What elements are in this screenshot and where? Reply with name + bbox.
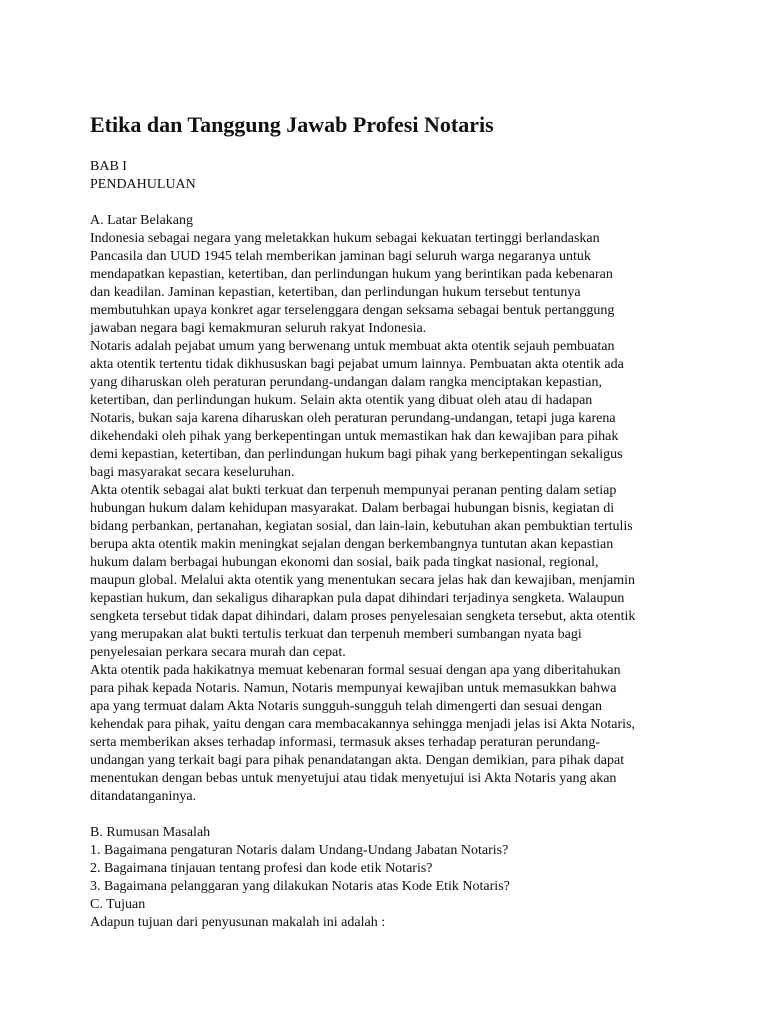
text-line: Notaris adalah pejabat umum yang berwenang untuk membuat akta otentik sejauh pembuatan	[90, 339, 615, 354]
text-line: hukum dalam berbagai hubungan ekonomi dan sosial, baik pada tingkat nasional, regional,	[90, 555, 599, 570]
text-line: demi kepastian, ketertiban, dan perlindungan hukum bagi pihak yang berkepentingan sekaligus	[90, 447, 623, 462]
section-heading-c: C. Tujuan	[90, 897, 146, 912]
text-line: Pancasila dan UUD 1945 telah memberikan jaminan bagi seluruh warga negaranya untuk	[90, 249, 591, 264]
chapter-number: BAB I	[90, 159, 127, 174]
text-line: apa yang termuat dalam Akta Notaris sungguh-sungguh telah dimengerti dan sesuai dengan	[90, 699, 603, 714]
text-line: bagi masyarakat secara keseluruhan.	[90, 465, 295, 480]
text-line: dan keadilan. Jaminan kepastian, ketertiban, dan perlindungan hukum tersebut tentunya	[90, 285, 581, 300]
text-line: kepastian hukum, dan sekaligus diharapkan pula dapat dihindari terjadinya sengketa. Walaupun	[90, 591, 625, 606]
chapter-title: PENDAHULUAN	[90, 177, 196, 192]
text-line: menentukan dengan bebas untuk menyetujui atau tidak menyetujui isi Akta Notaris yang akan	[90, 771, 617, 786]
text-line: Akta otentik pada hakikatnya memuat kebenaran formal sesuai dengan apa yang diberitahukan	[90, 663, 621, 678]
text-line: undangan yang terkait bagi para pihak penandatangan akta. Dengan demikian, para pihak dapat	[90, 753, 625, 768]
document-title: Etika dan Tanggung Jawab Profesi Notaris	[90, 112, 494, 137]
text-line: para pihak kepada Notaris. Namun, Notaris mempunyai kewajiban untuk memasukkan bahwa	[90, 681, 617, 696]
text-line: membutuhkan upaya konkret agar terselenggara dengan seksama sebagai bentuk pertanggung	[90, 303, 615, 318]
text-line: Indonesia sebagai negara yang meletakkan hukum sebagai kekuatan tertinggi berlandaskan	[90, 231, 600, 246]
section-heading-b: B. Rumusan Masalah	[90, 825, 211, 840]
text-line: yang diharuskan oleh peraturan perundang-undangan dalam rangka menciptakan kepastian,	[90, 375, 602, 390]
text-line: maupun global. Melalui akta otentik yang menentukan secara jelas hak dan kewajiban, menjamin	[90, 573, 636, 588]
spacer	[90, 194, 690, 212]
text-line: mendapatkan kepastian, ketertiban, dan perlindungan hukum yang berintikan pada kebenaran	[90, 267, 613, 282]
tujuan-intro: Adapun tujuan dari penyusunan makalah ini adalah :	[90, 915, 386, 930]
list-item: 1. Bagaimana pengaturan Notaris dalam Undang-Undang Jabatan Notaris?	[90, 843, 509, 858]
text-line: berupa akta otentik makin meningkat sejalan dengan berkembangnya tuntutan akan kepastian	[90, 537, 614, 552]
text-line: dikehendaki oleh pihak yang berkepentingan untuk memastikan hak dan kewajiban para pihak	[90, 429, 619, 444]
text-line: sengketa tersebut tidak dapat dihindari, dalam proses penyelesaian sengketa tersebut, akta otentik	[90, 609, 636, 624]
list-item: 2. Bagaimana tinjauan tentang profesi dan kode etik Notaris?	[90, 861, 433, 876]
paragraph-4	[90, 662, 690, 806]
text-line: akta otentik tertentu tidak dikhususkan bagi pejabat umum lainnya. Pembuatan akta otentik ada	[90, 357, 624, 372]
text-line: ditandatanganinya.	[90, 789, 197, 804]
spacer	[90, 806, 690, 824]
section-heading-a: A. Latar Belakang	[90, 213, 194, 228]
text-line: hubungan hukum dalam kehidupan masyarakat. Dalam berbagai hubungan bisnis, kegiatan di	[90, 501, 615, 516]
text-line: Notaris, bukan saja karena diharuskan oleh peraturan perundang-undangan, tetapi juga karena	[90, 411, 616, 426]
paragraph-3	[90, 482, 690, 662]
paragraph-2	[90, 338, 690, 482]
question-list	[90, 842, 690, 896]
text-line: jawaban negara bagi kemakmuran seluruh rakyat Indonesia.	[90, 321, 427, 336]
text-line: kehendak para pihak, yaitu dengan cara membacakannya sehingga menjadi jelas isi Akta Notaris,	[90, 717, 636, 732]
document-page	[90, 110, 690, 932]
text-line: penyelesaian perkara secara murah dan cepat.	[90, 645, 346, 660]
text-line: bidang perbankan, pertanahan, kegiatan sosial, dan lain-lain, kebutuhan akan pembuktian tertulis	[90, 519, 633, 534]
paragraph-1	[90, 230, 690, 338]
text-line: Akta otentik sebagai alat bukti terkuat dan terpenuh mempunyai peranan penting dalam setiap	[90, 483, 617, 498]
text-line: serta memberikan akses terhadap informasi, termasuk akses terhadap peraturan perundang-	[90, 735, 601, 750]
list-item: 3. Bagaimana pelanggaran yang dilakukan Notaris atas Kode Etik Notaris?	[90, 879, 510, 894]
text-line: yang merupakan alat bukti tertulis terkuat dan terpenuh memberi sumbangan nyata bagi	[90, 627, 582, 642]
text-line: ketertiban, dan perlindungan hukum. Selain akta otentik yang dibuat oleh atau di hadapan	[90, 393, 593, 408]
